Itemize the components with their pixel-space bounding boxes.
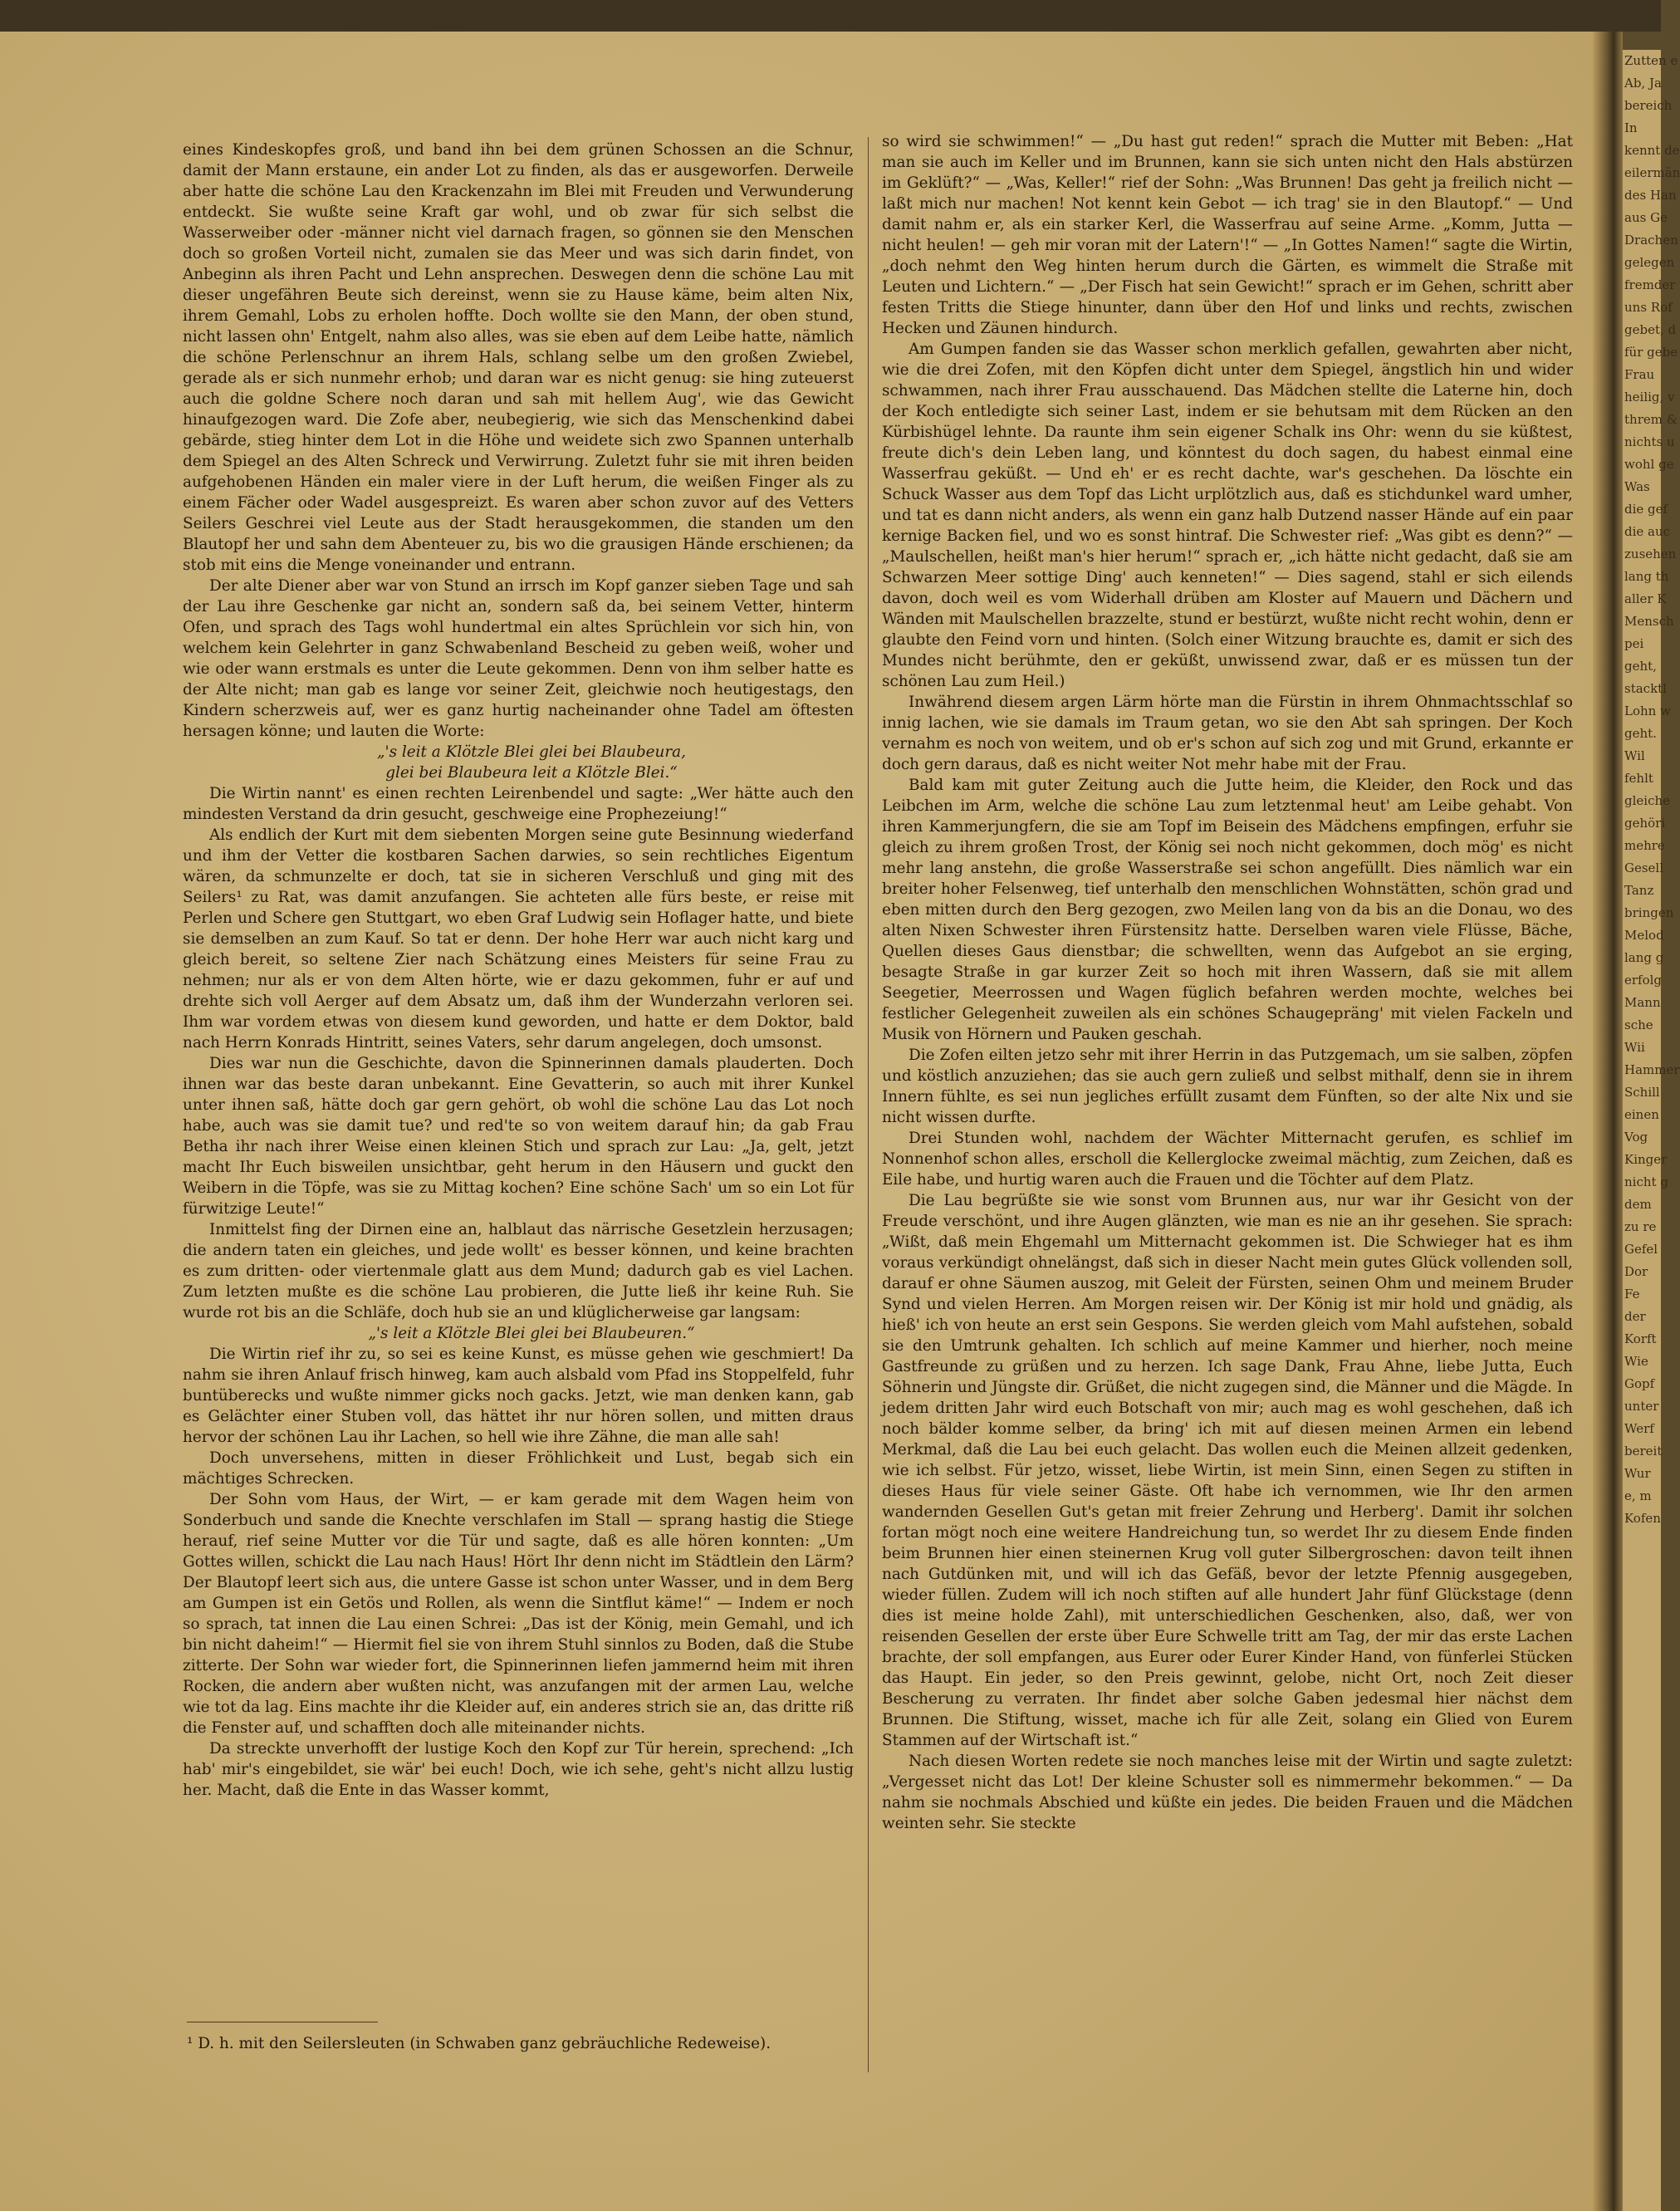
next-page-fragment: Wie <box>1624 1354 1648 1369</box>
next-page-fragment: Drachen <box>1624 233 1678 248</box>
next-page-fragment: Was <box>1624 479 1650 494</box>
paragraph: Inmittelst fing der Dirnen eine an, halblaut das närrische Gesetzlein herzusagen; die andern taten ein gleiches, und jede wollt' es besser können, und keine brachten es zum dritten- oder viertenmale glatt aus dem Mund; dadurch gab es viel Lachen. Zum letzten mußte es die schöne Lau probieren, die Jutte ließ ihr keine Ruh. Sie wurde rot bis an die Schläfe, doch hub sie an und klüglicherweise gar langsam: <box>183 1221 854 1321</box>
next-page-fragment: Kofen <box>1624 1511 1661 1526</box>
next-page-fragment: Wur <box>1624 1466 1651 1481</box>
next-page-fragment: Zutten e <box>1624 53 1678 68</box>
next-page-fragment: gehöri <box>1624 816 1666 831</box>
next-page-fragment: Dor <box>1624 1264 1648 1279</box>
next-page-fragment: eilermän <box>1624 165 1680 180</box>
next-page-fragment: erfolg <box>1624 973 1663 988</box>
paragraph: Am Gumpen fanden sie das Wasser schon merklich gefallen, gewahrten aber nicht, wie die drei Zofen, mit den Köpfen dicht unter dem Spiegel, ängstlich hin und wider schwammen, nach ihrer Frau ausschauend. Das Mädchen stellte die Laterne hin, doch der Koch entledigte sich seiner Last, indem er sie behutsam mit dem Rücken an den Kürbishügel lehnte. Da raunte ihm sein eigener Schalk ins Ohr: wenn du sie küßtest, freute dich's dein Leben lang, und könntest du doch sagen, du habest einmal eine Wasserfrau geküßt. — Und eh' er es recht dachte, war's geschehen. Da löschte ein Schuck Wasser aus dem Topf das Licht urplötzlich aus, daß es stichdunkel ward umher, und tat es dann nicht anders, als wenn ein ganz halb Dutzend nasser Hände auf ein paar kernige Backen fiel, und wo es sonst hintraf. Die Schwester rief: „Was gibt es denn?“ — „Maulschellen, heißt man's hier herum!“ sprach er, „ich hätte nicht gedacht, daß sie am Schwarzen Meer sottige Ding' auch kenneten!“ — Dies sagend, stahl er sich eilends davon, doch weil es vom Widerhall drüben am Kloster auf Mauern und Dächern und Wänden mit Maulschellen brazzelte, stund er bestürzt, wußte nicht recht wohin, denn er glaubte den Feind vorn und hinten. (Solch einer Witzung brauchte es, damit er sich des Mundes nicht berühmte, den er geküßt, unwissend zwar, daß er es müssen tun der schönen Lau zum Heil.) <box>882 341 1573 690</box>
next-page-fragment: dem <box>1624 1197 1652 1212</box>
footnote: ¹ D. h. mit den Seilersleuten (in Schwaben ganz gebräuchliche Redeweise). <box>187 2035 771 2052</box>
next-page-fragment: bereich <box>1624 98 1673 113</box>
book-gutter <box>1593 32 1623 2211</box>
paragraph: Die Wirtin rief ihr zu, so sei es keine Kunst, es müsse gehen wie geschmiert! Da nahm sie ihren Anlauf frisch hinweg, kam auch alsbald vom Pfad ins Stoppelfeld, fuhr buntüberecks und wußte nimmer gicks noch gacks. Jetzt, wie man denken kann, gab es Gelächter einer Stuben voll, das hättet ihr nur hören sollen, und mitten draus hervor der schönen Lau ihr Lachen, so hell wie ihre Zähne, die man alle sah! <box>183 1346 854 1446</box>
next-page-fragment: Ab, Ja <box>1624 76 1662 91</box>
next-page-fragment: des Han <box>1624 188 1677 203</box>
next-page-fragment: Gesell <box>1624 860 1664 875</box>
next-page-fragment: Gopf <box>1624 1376 1655 1391</box>
next-page-fragment: aller K <box>1624 591 1667 606</box>
next-page-fragment: Korft <box>1624 1331 1657 1346</box>
next-page-fragment: Gefel <box>1624 1242 1658 1257</box>
verse-line: „'s leit a Klötzle Blei glei bei Blaubeuren.“ <box>368 1325 695 1342</box>
verse-line: „'s leit a Klötzle Blei glei bei Blaubeura, <box>377 743 686 761</box>
next-page-fragment: In <box>1624 120 1638 135</box>
column-divider-rule <box>868 137 869 2072</box>
next-page-fragment: Mensch <box>1624 614 1674 629</box>
next-page-fragment: Lohn w <box>1624 704 1671 718</box>
next-page-fragment: bereit <box>1624 1444 1663 1458</box>
next-page-fragment: geht. <box>1624 726 1657 741</box>
next-page-fragment: uns Rof <box>1624 300 1673 315</box>
next-page-fragment: Schill <box>1624 1085 1660 1100</box>
scanner-top-edge <box>0 0 1661 32</box>
next-page-fragment: bringen <box>1624 905 1674 920</box>
next-page-fragment: lang th <box>1624 569 1669 584</box>
next-page-fragment: Mann <box>1624 995 1661 1010</box>
next-page-fragment: Hammer <box>1624 1062 1680 1077</box>
adjacent-page-edge <box>1623 50 1680 2211</box>
next-page-fragment: geht, <box>1624 659 1657 674</box>
next-page-fragment: gleiche <box>1624 793 1671 808</box>
right-text-column <box>882 131 1573 1834</box>
paragraph: Drei Stunden wohl, nachdem der Wächter Mitternacht gerufen, es schlief im Nonnenhof schon alles, erscholl die Kellerglocke zweimal mächtig, zum Zeichen, daß es Eile habe, und hurtig waren auch die Frauen und die Töchter auf dem Platz. <box>882 1130 1573 1189</box>
paragraph: Nach diesen Worten redete sie noch manches leise mit der Wirtin und sagte zuletzt: „Vergesset nicht das Lot! Der kleine Schuster soll es nimmermehr bekommen.“ — Da nahm sie nochmals Abschied und küßte ein jedes. Die beiden Frauen und die Mädchen weinten sehr. Sie steckte <box>882 1753 1573 1832</box>
next-page-fragment: Wii <box>1624 1040 1645 1055</box>
next-page-fragment: pei <box>1624 636 1644 651</box>
next-page-fragment: Kinger <box>1624 1152 1668 1167</box>
next-page-fragment: für gebe <box>1624 345 1678 360</box>
next-page-fragment: unter <box>1624 1399 1659 1414</box>
next-page-fragment: stacktl <box>1624 681 1667 696</box>
next-page-fragment: gelegen <box>1624 255 1675 270</box>
paragraph: Die Wirtin nannt' es einen rechten Leirenbendel und sagte: „Wer hätte auch den mindesten Verstand da drin gesucht, geschweige eine Prophezeiung!“ <box>183 785 854 823</box>
next-page-fragment: die gef <box>1624 502 1668 517</box>
next-page-fragment: kennt de <box>1624 143 1680 158</box>
paragraph: Die Lau begrüßte sie wie sonst vom Brunnen aus, nur war ihr Gesicht von der Freude verschönt, und ihre Augen glänzten, wie man es nie an ihr gesehen. Sie sprach: „Wißt, daß mein Ehgemahl um Mitternacht gekommen ist. Die Schwieger hat es ihm voraus verkündigt ohnelängst, daß sich in dieser Nacht mein gutes Glück vollenden soll, darauf er ohne Säumen auszog, mit Geleit der Fürsten, seinen Ohm und meinem Bruder Synd und vielen Herren. Am Morgen reisen wir. Der König ist mir hold und gnädig, als hieß' ich von heute an erst sein Gespons. Sie werden gleich vom Mahl aufstehen, sobald sie den Umtrunk gehalten. Ich schlich auf meine Kammer und hierher, noch meine Gastfreunde zu grüßen und zu herzen. Ich sage Dank, Frau Ahne, liebe Jutta, Euch Söhnerin und Jüngste dir. Grüßet, die nicht zugegen sind, die Männer und die Mägde. In jedem dritten Jahr wird euch Botschaft von mir; auch mag es wohl geschehen, daß ich noch bälder komme selber, da bring' ich mit auf diesen meinen Armen ein lebend Merkmal, daß die Lau bei euch gelacht. Das wollen euch die Meinen allzeit gedenken, wie ich selbst. Für jetzo, wisset, liebe Wirtin, ist mein Sinn, einen Segen zu stiften in dieses Haus für viele seiner Gäste. Oft habe ich vernommen, wie Ihr den armen wandernden Gesellen Gut's getan mit freier Zehrung und Herberg'. Damit ihr solchen fortan mögt noch eine weitere Handreichung tun, so werdet Ihr zu diesem Ende finden beim Brunnen hier einen steinernen Krug voll guter Silbergroschen: davon teilt ihnen nach Gutdünken mit, und will ich das Gefäß, bevor der letzte Pfennig ausgegeben, wieder füllen. Zudem will ich noch stiften auf alle hundert Jahr fünf Glückstage (denn dies ist meine holde Zahl), mit unterschiedlichen Geschenken, also, daß, wer von reisenden Gesellen der erste über Eure Schwelle tritt am Tag, der mir das erste Lachen brachte, der soll empfangen, aus Eurer oder Eurer Kinder Hand, von fünferlei Stücken das Haupt. Ein jeder, so den Preis gewinnt, gelobe, nicht Ort, noch Zeit dieser Bescherung zu verraten. Ihr findet aber solche Gaben jedesmal hier nächst dem Brunnen. Die Stiftung, wisset, mache ich für alle Zeit, solang ein Glied von Eurem Stammen auf der Wirtschaft ist.“ <box>882 1192 1573 1749</box>
next-page-fragment: Tanz <box>1624 883 1654 898</box>
paragraph: Als endlich der Kurt mit dem siebenten Morgen seine gute Besinnung wiederfand und ihm der Vetter die kostbaren Sachen darwies, so sein rechtliches Eigentum wären, da schmunzelte er doch, tat sie in sicheren Verschluß und ging mit des Seilers¹ zu Rat, was damit anzufangen. Sie achteten alle fürs beste, er reise mit Perlen und Schere gen Stuttgart, wo eben Graf Ludwig sein Hoflager hatte, und biete sie demselben an zum Kauf. So tat er denn. Der hohe Herr war auch nicht karg und gleich bereit, so seltene Zier nach Schätzung eines Meisters für seine Frau zu nehmen; nur als er von dem Alten hörte, wie er dazu gekommen, fuhr er auf und drehte sich voll Aerger auf dem Absatz um, daß ihm der Wunderzahn verloren sei. Ihm war vordem etwas von diesem kund geworden, und hatte er dem Doktor, bald nach Herrn Konrads Hintritt, seines Vaters, sehr darum angelegen, doch umsonst. <box>183 826 854 1052</box>
next-page-fragment: zu re <box>1624 1219 1657 1234</box>
next-page-fragment: zusehen <box>1624 547 1677 561</box>
next-page-fragment: e, m <box>1624 1488 1652 1503</box>
paragraph: Der alte Diener aber war von Stund an irrsch im Kopf ganzer sieben Tage und sah der Lau ihre Geschenke gar nicht an, sondern saß da, bei seinem Vetter, hinterm Ofen, und sprach des Tags wohl hundertmal ein altes Sprüchlein vor sich hin, von welchem kein Gelehrter in ganz Schwabenland Bescheid zu geben weiß, woher und wie oder wann erstmals es unter die Leute gekommen. Denn von ihm selber hatte es der Alte nicht; man gab es lange vor seiner Zeit, gleichwie noch heutigestags, den Kindern scherzweis auf, wer es ganz hurtig nacheinander ohne Tadel am öftesten hersagen könne; und lauten die Worte: <box>183 577 854 740</box>
next-page-fragment: heilig, v <box>1624 390 1675 404</box>
verse-line: glei bei Blaubeura leit a Klötzle Blei.“ <box>385 764 678 782</box>
paragraph: Der Sohn vom Haus, der Wirt, — er kam gerade mit dem Wagen heim von Sonderbuch und sande die Knechte verschlafen im Stall — sprang hastig die Stiege herauf, rief seine Mutter vor die Tür und sagte, daß es alle hören konnten: „Um Gottes willen, schickt die Lau nach Haus! Hört Ihr denn nicht im Städtlein den Lärm? Der Blautopf leert sich aus, die untere Gasse ist schon unter Wasser, und in dem Berg am Gumpen ist ein Getös und Rollen, als wenn die Sintflut käme!“ — Indem er noch so sprach, tat innen die Lau einen Schrei: „Das ist der König, mein Gemahl, und ich bin nicht daheim!“ — Hiermit fiel sie von ihrem Stuhl sinnlos zu Boden, daß die Stube zitterte. Der Sohn war wieder fort, die Spinnerinnen liefen jammernd heim mit ihren Rocken, die andern aber wußten nicht, was anzufangen mit der armen Lau, welche wie tot da lag. Eins machte ihr die Kleider auf, ein anderes strich sie an, das dritte riß die Fenster auf, und schafften doch alle miteinander nichts. <box>183 1491 854 1737</box>
next-page-fragment: Vog <box>1624 1130 1648 1145</box>
next-page-fragment: fehlt <box>1624 771 1653 786</box>
next-page-fragment: mehre <box>1624 838 1665 853</box>
next-page-fragment: fremder <box>1624 277 1676 292</box>
paragraph: Dies war nun die Geschichte, davon die Spinnerinnen damals plauderten. Doch ihnen war das beste daran unbekannt. Eine Gevatterin, so auch mit ihrer Kunkel unter ihnen saß, hätte doch gar gern gehört, ob wohl die schöne Lau das Lot noch habe, auch was sie damit tue? und red'te so von weitem darauf hin; da gab Frau Betha ihr nach ihrer Weise einen kleinen Stich und sprach zur Lau: „Ja, gelt, jetzt macht Ihr Euch bisweilen unsichtbar, geht herum in den Häusern und guckt den Weibern in die Töpfe, was sie zu Mittag kochen? Eine schöne Sach' um so ein Lot für fürwitzige Leute!“ <box>183 1055 854 1218</box>
next-page-fragment: wohl ge <box>1624 457 1674 472</box>
next-page-fragment: der <box>1624 1309 1646 1324</box>
next-page-fragment: Fe <box>1624 1287 1640 1302</box>
paragraph: Da streckte unverhofft der lustige Koch den Kopf zur Tür herein, sprechend: „Ich hab' mir's eingebildet, sie wär' bei euch! Doch, wie ich sehe, geht's nicht allzu lustig her. Macht, daß die Ente in das Wasser kommt, <box>183 1740 854 1799</box>
next-page-fragment: nichts u <box>1624 434 1675 449</box>
next-page-fragment: die auc <box>1624 524 1671 539</box>
paragraph: Doch unversehens, mitten in dieser Fröhlichkeit und Lust, begab sich ein mächtiges Schrecken. <box>183 1449 854 1488</box>
next-page-fragment: aus Ge <box>1624 210 1668 225</box>
next-page-fragment: lang g <box>1624 950 1664 965</box>
paragraph: Die Zofen eilten jetzo sehr mit ihrer Herrin in das Putzgemach, um sie salben, zöpfen und köstlich anzuziehen; das sie auch gern zuließ und selbst mithalf, denn sie in ihrem Innern fühlte, es sei nun jegliches erfüllt zusamt dem Fünften, so der alte Nix und sie nicht wissen durfte. <box>882 1047 1573 1126</box>
next-page-fragment: threm & <box>1624 412 1678 427</box>
next-page-fragment: Werf <box>1624 1421 1654 1436</box>
next-page-fragment: gebet, d <box>1624 322 1677 337</box>
paragraph: eines Kindeskopfes groß, und band ihn bei dem grünen Schossen an die Schnur, damit der Mann erstaune, ein ander Lot zu finden, als das er ausgeworfen. Derweile aber hatte die schöne Lau den Krackenzahn im Blei mit Freuden und Verwunderung entdeckt. Sie wußte seine Kraft gar wohl, und ob zwar für sich selbst die Wasserweiber oder -männer nicht viel darnach fragen, so gönnen sie den Menschen doch so großen Vorteil nicht, zumalen sie das Meer und was sich darin findet, von Anbeginn als ihren Pacht und Lehn ansprechen. Deswegen denn die schöne Lau mit dieser ungefähren Beute sich dereinst, wenn sie zu Hause käme, beim alten Nix, ihrem Gemahl, Lobs zu erholen hoffte. Doch wollte sie den Mann, der oben stund, nicht lassen ohn' Entgelt, nahm also alles, was sie eben auf dem Leibe hatte, nämlich die schöne Perlenschnur an ihrem Hals, schlang selbe um den großen Zwiebel, gerade als er sich nunmehr erhob; und daran war es nicht genug: sie hing zuteuerst auch die goldne Schere noch daran und sah mit hellem Aug', wie das Gewicht hinaufgezogen ward. Die Zofe aber, neubegierig, wie sich das Menschenkind dabei gebärde, stieg hinter dem Lot in die Höhe und weidete sich zwo Spannen unterhalb dem Spiegel an des Alten Schreck und Verwirrung. Zuletzt fuhr sie mit ihren beiden aufgehobenen Händen ein maler viere in der Luft herum, die weißen Finger als zu einem Fächer oder Wadel ausgespreizt. Es waren aber schon zuvor auf des Vetters Seilers Geschrei viel Leute aus der Stadt herausgekommen, die standen um den Blautopf her und sahn dem Abenteuer zu, bis wo die grausigen Hände erschienen; da stob mit eins die Menge voneinander und entrann. <box>183 141 854 574</box>
next-page-fragment: Frau <box>1624 367 1655 382</box>
paragraph: so wird sie schwimmen!“ — „Du hast gut reden!“ sprach die Mutter mit Beben: „Hat man sie auch im Keller und im Brunnen, kann sie sich unten nicht den Hals abstürzen im Geklüft?“ — „Was, Keller!“ rief der Sohn: „Was Brunnen! Das geht ja freilich nicht — laßt mich nur machen! Not kennt kein Gebot — ich trag' sie in den Blautopf.“ — Und damit nahm er, als ein starker Kerl, die Wasserfrau auf seine Arme. „Komm, Jutta — nicht heulen! — geh mir voran mit der Latern'!“ — „In Gottes Namen!“ sagte die Wirtin, „doch nehmt den Weg hinten herum durch die Gärten, es wimmelt die Straße mit Leuten und Lichtern.“ — „Der Fisch hat sein Gewicht!“ sprach er im Gehen, schritt aber festen Tritts die Stiege hinunter, dann über den Hof und links und rechts, zwischen Hecken und Zäunen hindurch. <box>882 133 1573 337</box>
next-page-fragment: nicht g <box>1624 1174 1668 1189</box>
paragraph: Bald kam mit guter Zeitung auch die Jutte heim, die Kleider, den Rock und das Leibchen im Arm, welche die schöne Lau zum letztenmal heut' am Leibe gehabt. Von ihren Kammerjungfern, die sie am Topf im Beisein des Mädchens empfingen, erfuhr sie gleich zu ihrem großen Trost, der König sei noch nicht gekommen, doch mög' es nicht mehr lang anstehn, die große Wasserstraße sei schon angefüllt. Dies nämlich war ein breiter hoher Felsenweg, tief unterhalb den menschlichen Wohnstätten, schön grad und eben mitten durch den Berg gezogen, zwo Meilen lang von da bis an die Donau, wo des alten Nixen Schwester ihren Fürstensitz hatte. Derselben waren viele Flüsse, Bäche, Quellen dieses Gaus dienstbar; die schwellten, wenn das Aufgebot an sie erging, besagte Straße in gar kurzer Zeit so hoch mit ihren Wassern, daß sie mit allem Seegetier, Meerrossen und Wagen füglich befahren werden mochte, welches bei festlicher Gelegenheit zuweilen als ein schönes Schaugepräng' mit vielen Fackeln und Musik von Hörnern und Pauken geschah. <box>882 777 1573 1043</box>
next-page-fragment: sche <box>1624 1017 1653 1032</box>
next-page-fragment: Melod <box>1624 928 1664 943</box>
next-page-fragment: einen <box>1624 1107 1659 1122</box>
next-page-fragment: Wil <box>1624 748 1645 763</box>
left-text-column <box>183 140 854 1801</box>
paragraph: Inwährend diesem argen Lärm hörte man die Fürstin in ihrem Ohnmachtsschlaf so innig lachen, wie sie damals im Traum getan, wo sie den Abt sah springen. Der Koch vernahm es noch von weitem, und ob er's schon auf sich zog und mit Grund, erkannte er doch gern daraus, daß es nicht weiter Not mehr habe mit der Frau. <box>882 694 1573 773</box>
